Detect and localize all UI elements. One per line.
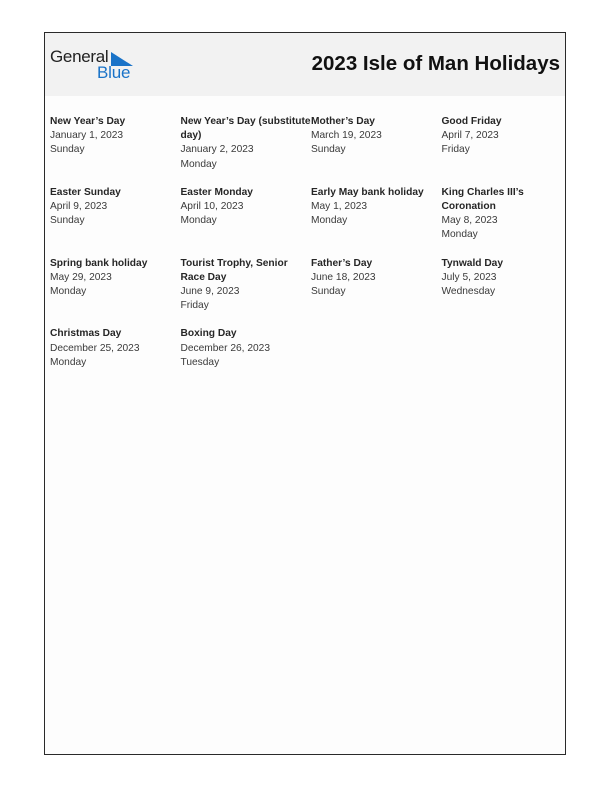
holiday-date: April 9, 2023: [50, 201, 108, 213]
holiday-name: Mother’s Day: [311, 116, 375, 127]
holiday-name: Tynwald Day: [441, 257, 504, 269]
holiday-entry: [311, 257, 442, 314]
holiday-date: May 29, 2023: [50, 271, 112, 283]
page-frame: [44, 32, 566, 755]
holiday-weekday: Sunday: [50, 215, 85, 227]
holiday-date: April 7, 2023: [441, 130, 499, 142]
holiday-grid: [50, 115, 566, 370]
holiday-name: King Charles III’s Coronation: [441, 186, 524, 213]
holiday-date: January 2, 2023: [180, 144, 254, 156]
holiday-date: December 25, 2023: [50, 342, 140, 354]
holiday-weekday: Tuesday: [180, 356, 220, 368]
holiday-entry: [181, 257, 312, 314]
holiday-name: Christmas Day: [50, 328, 122, 340]
holiday-name: New Year’s Day: [50, 116, 126, 127]
holiday-name: Good Friday: [441, 116, 502, 127]
holiday-date: May 1, 2023: [311, 201, 368, 213]
holiday-entry: [311, 186, 442, 243]
page-title: 2023 Isle of Man Holidays: [311, 52, 560, 75]
holiday-date: June 18, 2023: [311, 271, 376, 283]
holiday-weekday: Monday: [180, 215, 217, 227]
holiday-name: Boxing Day: [180, 328, 237, 340]
holiday-date: March 19, 2023: [311, 130, 382, 142]
holiday-weekday: Monday: [180, 158, 217, 170]
holiday-date: July 5, 2023: [441, 271, 497, 283]
logo-word-blue: Blue: [97, 63, 131, 82]
generalblue-logo: [50, 47, 140, 83]
holiday-entry: [442, 115, 566, 172]
holiday-weekday: Monday: [441, 229, 478, 241]
holiday-weekday: Monday: [50, 356, 87, 368]
holiday-weekday: Friday: [441, 144, 470, 156]
holiday-weekday: Sunday: [50, 144, 85, 156]
holiday-name: Early May bank holiday: [311, 186, 424, 198]
holiday-name: New Year’s Day (substitute day): [180, 116, 311, 142]
holiday-entry: [311, 115, 442, 172]
holiday-date: June 9, 2023: [180, 286, 240, 298]
holiday-entry: [181, 186, 312, 243]
holiday-weekday: Monday: [50, 286, 87, 298]
holiday-weekday: Friday: [180, 300, 209, 312]
holiday-name: Spring bank holiday: [50, 257, 148, 269]
holiday-entry: [181, 327, 312, 370]
holiday-name: Easter Monday: [180, 186, 253, 198]
holiday-weekday: Monday: [311, 215, 348, 227]
holiday-entry: [181, 115, 312, 172]
holiday-weekday: Sunday: [311, 144, 346, 156]
holiday-weekday: Sunday: [311, 286, 346, 298]
holiday-entry: [50, 186, 181, 243]
header: [45, 33, 565, 96]
holiday-date: April 10, 2023: [180, 201, 244, 213]
logo-word-general: General: [50, 47, 109, 66]
holiday-entry: [50, 115, 181, 172]
holiday-date: May 8, 2023: [441, 215, 498, 227]
holiday-date: January 1, 2023: [50, 130, 124, 142]
holiday-name: Father’s Day: [311, 257, 373, 269]
holiday-entry: [50, 327, 181, 370]
holiday-entry: [442, 186, 566, 243]
holiday-name: Tourist Trophy, Senior Race Day: [180, 257, 288, 283]
holiday-entry: [442, 257, 566, 314]
holiday-date: December 26, 2023: [180, 342, 270, 354]
holiday-weekday: Wednesday: [441, 286, 496, 298]
holiday-entry: [50, 257, 181, 314]
holiday-name: Easter Sunday: [50, 186, 121, 198]
